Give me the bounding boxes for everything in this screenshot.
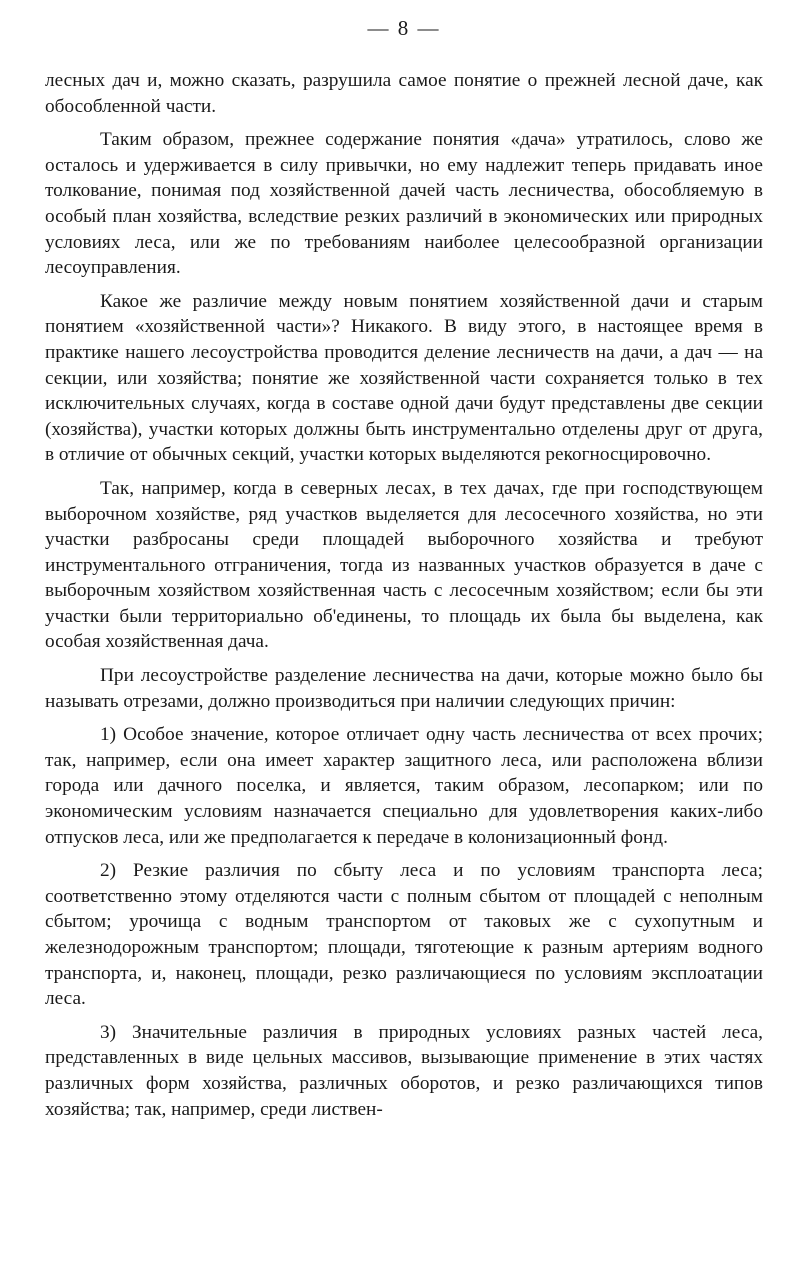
page-body xyxy=(45,68,763,1130)
book-page xyxy=(45,0,763,1270)
paragraph-continuation: лесных дач и, можно сказать, разрушила самое понятие о прежней лесной даче, как обособленной части. xyxy=(45,70,763,117)
paragraph-reasons-intro: При лесоустройстве разделение лесничества на дачи, которые можно было бы называть отрезами, должно производиться при наличии следующих причин: xyxy=(45,665,763,712)
paragraph-reason-2: 2) Резкие различия по сбыту леса и по условиям транспорта леса; соответственно этому отделяются части с полным сбытом от площадей с неполным сбытом; урочища с водным транспортом от таковых же с сухопутным и железнодорожным транспортом; площади, тяготеющие к разным артериям водного транспорта, и, наконец, площади, резко различающиеся по условиям эксплоатации леса. xyxy=(45,860,763,1010)
paragraph-reason-1: 1) Особое значение, которое отличает одну часть лесничества от всех прочих; так, например, если она имеет характер защитного леса, или расположена вблизи города или дачного поселка, и является, таким образом, лесопарком; или по экономическим условиям назначается специально для удовлетворения каких-либо отпусков леса, или же предполагается к передаче в колонизационный фонд. xyxy=(45,724,763,848)
paragraph-difference: Какое же различие между новым понятием хозяйственной дачи и старым понятием «хозяйственной части»? Никакого. В виду этого, в настоящее время в практике нашего лесоустройства проводится деление лесничеств на дачи, а дач — на секции, или хозяйства; понятие же хозяйственной части сохраняется только в тех исключительных случаях, когда в составе одной дачи будут представлены две секции (хозяйства), участки которых должны быть инструментально отделены друг от друга, в отличие от обычных секций, участки которых выделяются рекогносцировочно. xyxy=(45,290,763,466)
page-number: — 8 — xyxy=(367,16,441,40)
paragraph-reason-3: 3) Значительные различия в природных условиях разных частей леса, представленных в виде цельных массивов, вызывающие применение в этих частях различных форм хозяйства, различных оборотов, и резко различающихся типов хозяйства; так, например, среди листвен- xyxy=(45,1021,763,1120)
paragraph-dacha-definition: Таким образом, прежнее содержание понятия «дача» утратилось, слово же осталось и удерживается в силу привычки, но ему надлежит теперь придавать иное толкование, понимая под хозяйственной дачей часть лесничества, обособляемую в особый план хозяйства, вследствие резких различий в экономических или природных условиях леса, или же по требованиям наиболее целесообразной организации лесоуправления. xyxy=(45,129,763,279)
paragraph-example-north: Так, например, когда в северных лесах, в тех дачах, где при господствующем выборочном хозяйстве, ряд участков выделяется для лесосечного хозяйства, но эти участки разбросаны среди площадей выборочного хозяйства и требуют инструментального отграничения, тогда из названных участков образуется в даче с выборочным хозяйством хозяйственная часть с лесосечным хозяйством; если бы эти участки были территориально об'единены, то площадь их была бы выделена, как особая хозяйственная дача. xyxy=(45,477,763,653)
